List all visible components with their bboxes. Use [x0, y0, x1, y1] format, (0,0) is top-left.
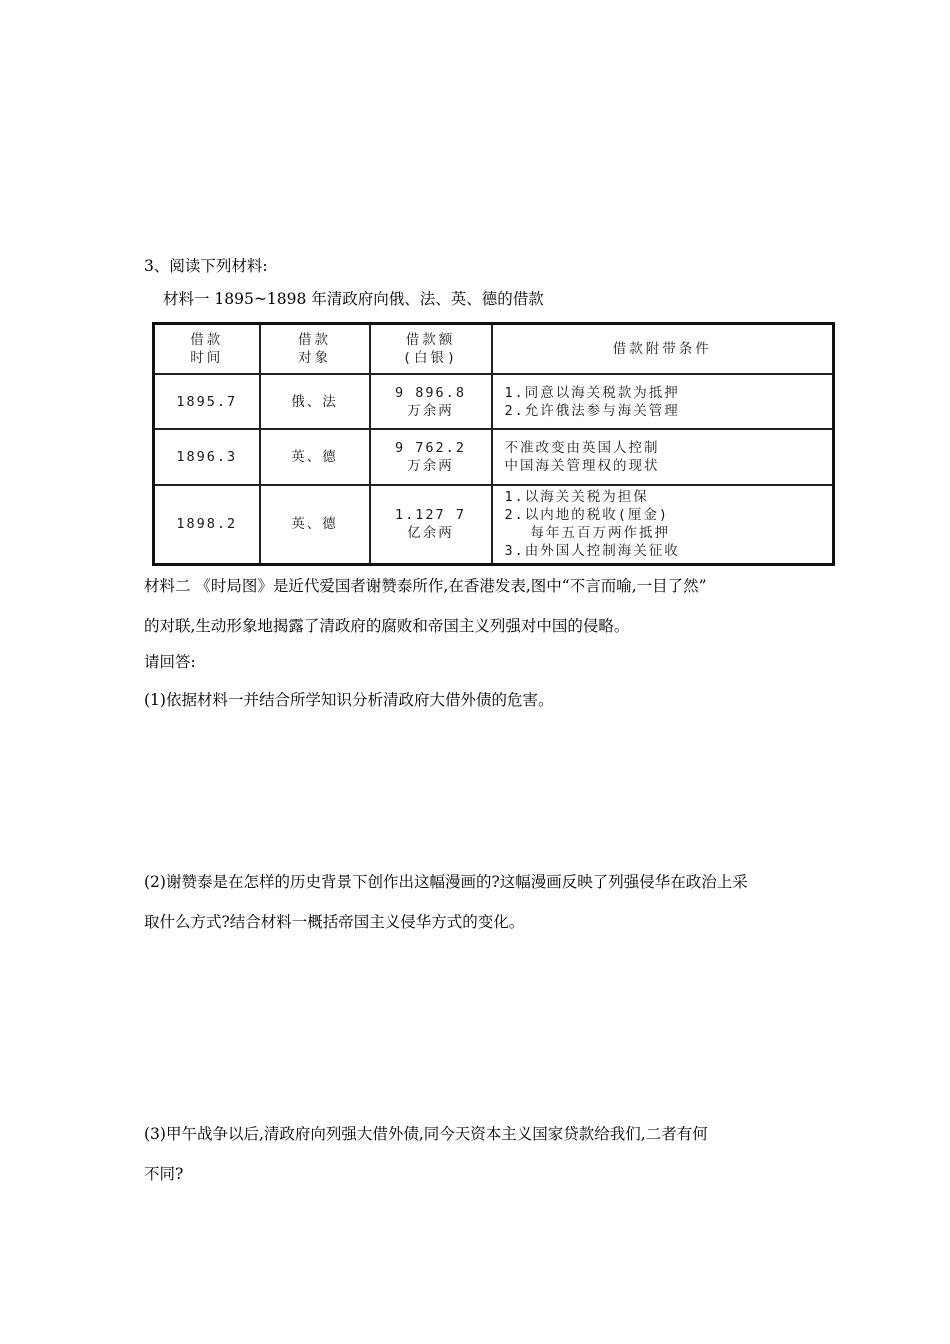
answer-prompt: 请回答: [144, 653, 196, 671]
sub-question-3: (3)甲午战争以后,清政府向列强大借外债,同今天资本主义国家贷款给我们,二者有何 [144, 1125, 708, 1143]
material1-title: 材料一 1895~1898 年清政府向俄、法、英、德的借款 [163, 290, 544, 308]
material2-text: 材料二 《时局图》是近代爱国者谢赞泰所作,在香港发表,图中“不言而喻,一目了然” [144, 577, 707, 595]
header-date: 借款 时间 [154, 324, 260, 375]
material2-text: 的对联,生动形象地揭露了清政府的腐败和帝国主义列强对中国的侵略。 [144, 617, 630, 635]
table-header-row [154, 324, 834, 375]
table-row [154, 374, 834, 429]
table-row [154, 485, 834, 564]
loan-target: 俄、法 [260, 374, 370, 429]
sub-question-3: 不同? [144, 1165, 184, 1183]
sub-question-2: 取什么方式?结合材料一概括帝国主义侵华方式的变化。 [144, 913, 525, 931]
loan-date: 1896.3 [154, 429, 260, 485]
question-heading: 3、阅读下列材料: [144, 257, 268, 275]
loan-date: 1895.7 [154, 374, 260, 429]
loan-amount: 9 762.2 万余两 [370, 429, 492, 485]
loan-conditions: 不准改变由英国人控制 中国海关管理权的现状 [492, 429, 834, 485]
header-conditions: 借款附带条件 [492, 324, 834, 375]
loan-conditions: 1.以海关关税为担保 2.以内地的税收(厘金) 每年五百万两作抵押 3.由外国人控制海关征收 [492, 485, 834, 564]
header-amount: 借款额 (白银) [370, 324, 492, 375]
sub-question-2: (2)谢赞泰是在怎样的历史背景下创作出这幅漫画的?这幅漫画反映了列强侵华在政治上采 [144, 873, 748, 891]
loan-table [152, 322, 835, 566]
loan-conditions: 1.同意以海关税款为抵押 2.允许俄法参与海关管理 [492, 374, 834, 429]
sub-question-1: (1)依据材料一并结合所学知识分析清政府大借外债的危害。 [144, 691, 554, 709]
header-target: 借款 对象 [260, 324, 370, 375]
loan-amount: 9 896.8 万余两 [370, 374, 492, 429]
table-row [154, 429, 834, 485]
loan-target: 英、德 [260, 485, 370, 564]
loan-target: 英、德 [260, 429, 370, 485]
loan-date: 1898.2 [154, 485, 260, 564]
loan-amount: 1.127 7 亿余两 [370, 485, 492, 564]
